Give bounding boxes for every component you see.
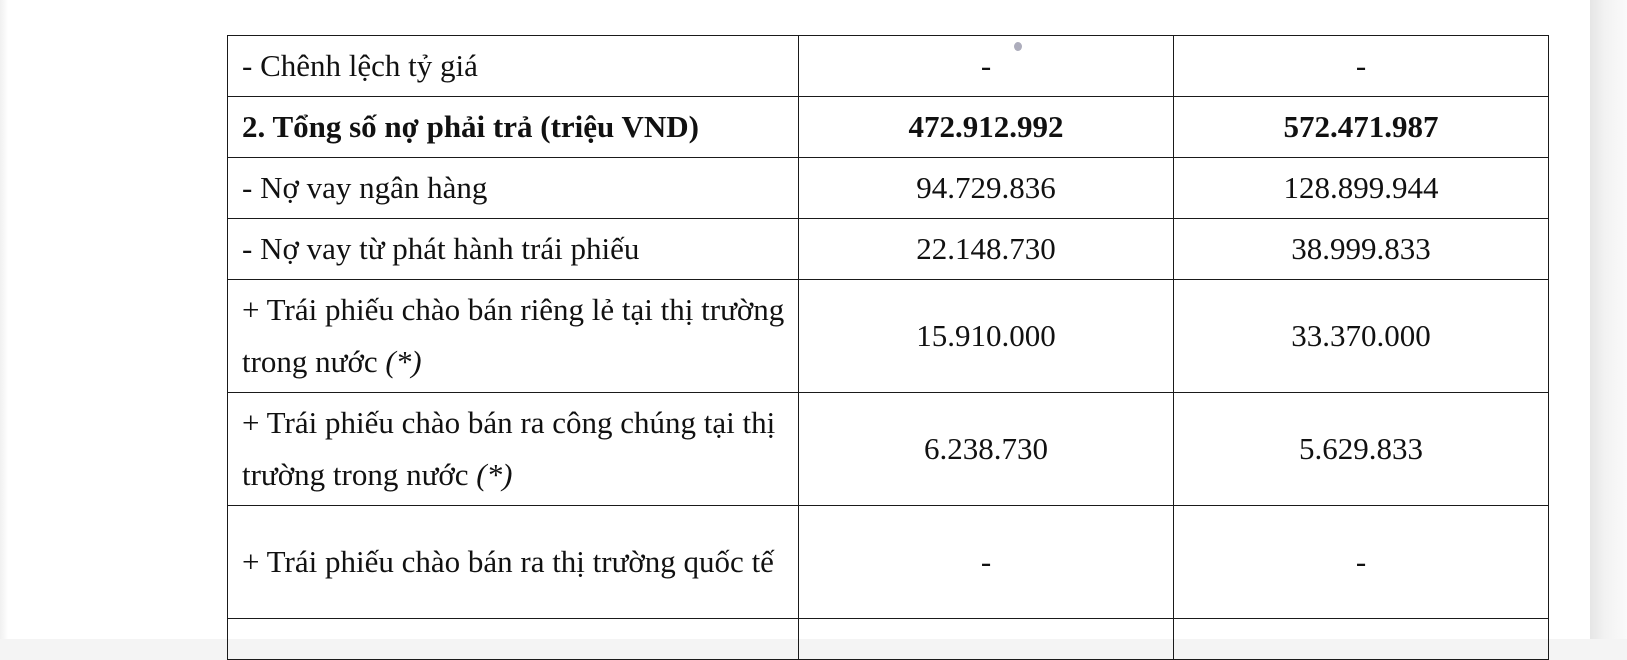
table-row xyxy=(228,36,1549,97)
row-label: 2. Tổng số nợ phải trả (triệu VND) xyxy=(228,97,799,158)
row-value-col1: 15.910.000 xyxy=(799,280,1174,393)
row-label: + Trái phiếu chào bán riêng lẻ tại thị trường trong nước (*) xyxy=(228,280,799,393)
row-label: + Trái phiếu chào bán ra công chúng tại thị trường trong nước (*) xyxy=(228,393,799,506)
scan-left-edge xyxy=(0,0,8,639)
row-value-col2: 572.471.987 xyxy=(1174,97,1549,158)
row-value-col2 xyxy=(1174,619,1549,660)
scan-speck xyxy=(1014,42,1022,51)
row-value-col1 xyxy=(799,619,1174,660)
row-value-col1: 472.912.992 xyxy=(799,97,1174,158)
row-value-col1: - xyxy=(799,36,1174,97)
table-row xyxy=(228,280,1549,393)
row-label: - Nợ vay ngân hàng xyxy=(228,158,799,219)
table-row-total xyxy=(228,97,1549,158)
row-label xyxy=(228,619,799,660)
scan-right-edge xyxy=(1590,0,1627,639)
row-value-col2: 128.899.944 xyxy=(1174,158,1549,219)
row-value-col1: 22.148.730 xyxy=(799,219,1174,280)
footnote-marker: (*) xyxy=(476,457,513,492)
row-value-col2: 5.629.833 xyxy=(1174,393,1549,506)
row-label: - Chênh lệch tỷ giá xyxy=(228,36,799,97)
table-row xyxy=(228,393,1549,506)
table-row xyxy=(228,219,1549,280)
footnote-marker: (*) xyxy=(385,344,422,379)
row-label: - Nợ vay từ phát hành trái phiếu xyxy=(228,219,799,280)
debt-table xyxy=(227,35,1549,660)
row-value-col2: 38.999.833 xyxy=(1174,219,1549,280)
table-row xyxy=(228,506,1549,619)
row-label: + Trái phiếu chào bán ra thị trường quốc tế xyxy=(228,506,799,619)
table-row-partial xyxy=(228,619,1549,660)
row-value-col1: 94.729.836 xyxy=(799,158,1174,219)
row-value-col2: 33.370.000 xyxy=(1174,280,1549,393)
row-value-col1: - xyxy=(799,506,1174,619)
row-value-col1: 6.238.730 xyxy=(799,393,1174,506)
row-value-col2: - xyxy=(1174,36,1549,97)
table-row xyxy=(228,158,1549,219)
row-value-col2: - xyxy=(1174,506,1549,619)
